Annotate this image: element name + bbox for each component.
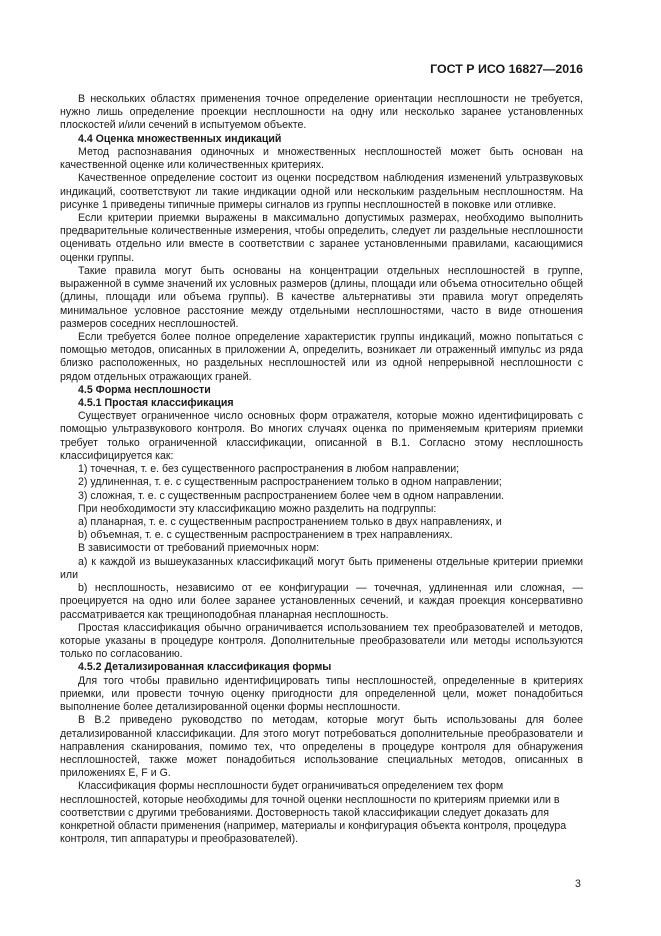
paragraph: Если критерии приемки выражены в максимально допустимых размерах, необходимо выполнить предварительные количественные измерения, чтобы определить, следует ли раздельные несплошности оценивать отдельно или вместе в соответствии с заранее установленными правилами, касающимися оценки группы. [60,211,583,264]
paragraph: Такие правила могут быть основаны на концентрации отдельных несплошностей в группе, выраженной в сумме значений их условных размеров (длины, площади или объема относительно общей (длины, площади или объема группы). В качестве альтернативы эти правила могут определять минимальное условное расстояние между отдельными несплошностями, часто в виде отношения размеров соседних несплошностей. [60,264,583,330]
paragraph: В В.2 приведено руководство по методам, которые могут быть использованы для более детализированной классификации. Для этого могут потребоваться дополнительные преобразователи и направления сканирования, помимо тех, что определены в процедуре контроля для обнаружения несплошностей, также может понадобиться использование специальных методов, описанных в приложениях Е, F и G. [60,714,583,780]
list-item: В зависимости от требований приемочных норм: [78,542,320,555]
document-header: ГОСТ Р ИСО 16827—2016 [430,62,583,76]
paragraph: Метод распознавания одиночных и множественных несплошностей может быть основан на качественной оценке или количественных критериях. [60,145,583,172]
paragraph: Качественное определение состоит из оценки посредством наблюдения изменений ультразвуковых индикаций, соответствуют ли такие индикации одной или нескольким раздельным несплошностям. На рисунке 1 приведены типичные примеры сигналов из группы несплошностей в поковке или отливке. [60,172,583,211]
paragraph: В нескольких областях применения точное определение ориентации несплошности не требуется, нужно лишь определение проекции несплошности на одну или несколько заранее установленных плоскостей и/или сечений в испытуемом объекте. [60,93,583,132]
paragraph: Существует ограниченное число основных форм отражателя, которые можно идентифицировать с помощью ультразвукового контроля. Во многих случаях оценка по применяемым критериям приемки требует только ограниченной классификации, описанной в В.1. Согласно этому несплошность классифицируется как: [60,410,583,462]
paragraph: Простая классификация обычно ограничивается использованием тех преобразователей и методов, которые указаны в процедуре контроля. Дополнительные преобразователи или методы используются только по согласованию. [60,621,583,661]
list-item: 1) точечная, т. е. без существенного распространения в любом направлении; [78,463,460,476]
list-item: b) объемная, т. е. с существенным распространением в трех направлениях. [78,529,453,542]
page-number: 3 [575,878,581,890]
list-item: При необходимости эту классификацию можно разделить на подгруппы: [78,502,437,515]
list-item: 3) сложная, т. е. с существенным распространением более чем в одном направлении. [78,489,505,502]
list-item: a) планарная, т. е. с существенным распространением только в двух направлениях, и [78,516,502,528]
paragraph: Для того чтобы правильно идентифицировать типы несплошностей, определенные в критериях приемки, или провести точную оценку пригодности для определенной цели, может понадобиться выполнение более детализированной оценки формы несплошности. [60,674,583,714]
document-body [60,93,583,846]
section-heading: 4.5.2 Детализированная классификация формы [78,661,332,674]
section-heading: 4.5.1 Простая классификация [78,397,234,410]
paragraph: b) несплошность, независимо от ее конфигурации — точечная, удлиненная или сложная, — проецируется на одно или более заранее установленных сечений, и каждая проекция консервативно рассматривается как трещиноподобная планарная несплошность. [60,582,583,621]
paragraph: a) к каждой из вышеуказанных классификаций могут быть применены отдельные критерии приемки или [60,555,583,581]
section-heading: 4.4 Оценка множественных индикаций [78,132,282,145]
paragraph: Классификация формы несплошности будет ограничиваться определением тех форм несплошностей, которые необходимы для точной оценки несплошности по критериям приемки или в соответствии с другими требованиями. Достоверность такой классификации следует доказать для конкретной области применения (например, материалы и конфигурация объекта контроля, процедура контроля, тип аппаратуры и преобразователей). [60,780,567,846]
paragraph: Если требуется более полное определение характеристик группы индикаций, можно попытаться с помощью методов, описанных в приложении А, определить, возникает ли отраженный импульс из ряда близко расположенных, но раздельных несплошностей или из одной непрерывной несплошности с рядом отдельных отражающих граней. [60,330,583,383]
section-heading: 4.5 Форма несплошности [78,383,211,396]
list-item: 2) удлиненная, т. е. с существенным распространением только в одном направлении; [78,476,502,489]
